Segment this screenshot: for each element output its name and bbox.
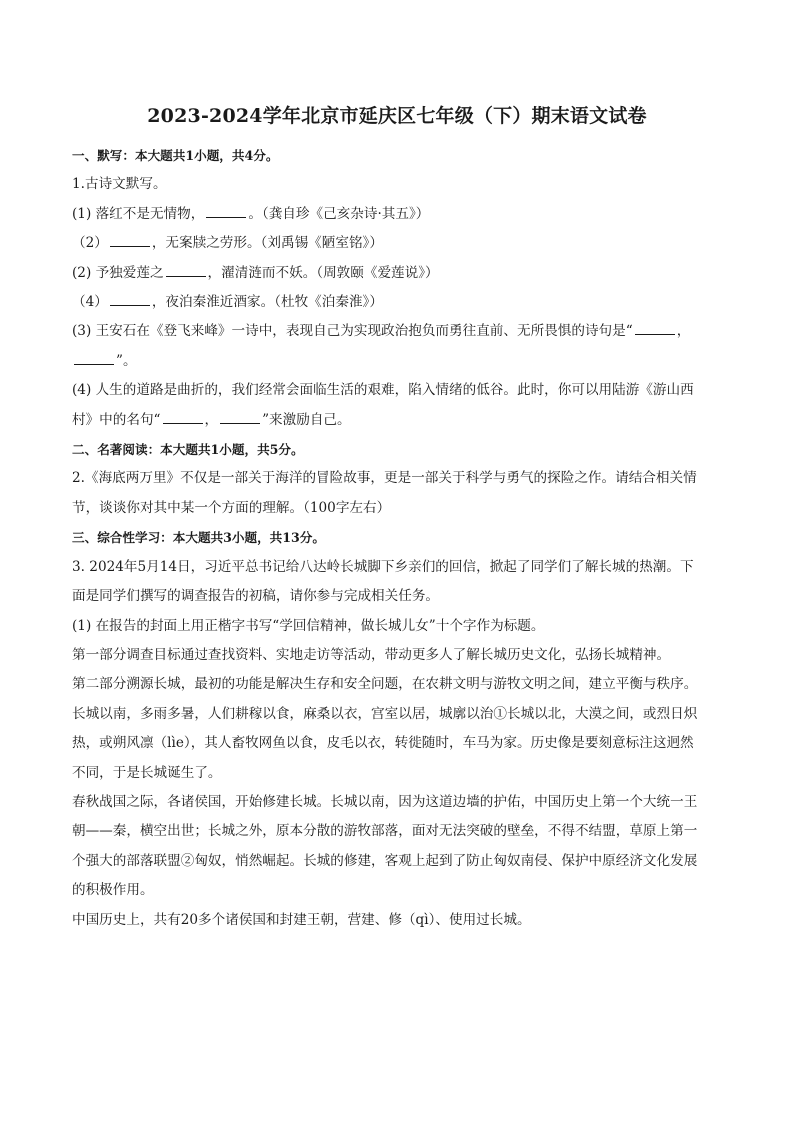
q3-line-4: 第一部分调查目标通过查找资料、实地走访等活动，带动更多人了解长城历史文化，弘扬长城精神。 [72, 646, 671, 663]
q3-line-3: (1) 在报告的封面上用正楷字书写“学回信精神，做长城儿女”十个字作为标题。 [72, 617, 545, 634]
section-2-heading: 二、名著阅读：本大题共1小题，共5分。 [72, 442, 304, 458]
answer-blank[interactable] [163, 411, 203, 424]
q3-line-9: 春秋战国之际，各诸侯国，开始修建长城。长城以南，因为这道边墙的护佑，中国历史上第一个大统一王 [72, 793, 698, 810]
q1-line-5 [72, 317, 722, 346]
q1-line-4-b: ，夜泊秦淮近酒家。（杜牧《泊秦淮》） [151, 294, 383, 311]
answer-blank[interactable] [166, 264, 206, 277]
q3-line-11: 个强大的部落联盟②匈奴，悄然崛起。长城的修建，客观上起到了防止匈奴南侵、保护中原经济文化发展 [72, 852, 698, 869]
q3-line-5: 第二部分溯源长城，最初的功能是解决生存和安全问题，在农耕文明与游牧文明之间，建立平衡与秩序。 [72, 676, 698, 693]
q1-intro: 1.古诗文默写。 [72, 176, 167, 193]
answer-blank[interactable] [110, 293, 150, 306]
answer-blank[interactable] [635, 322, 675, 335]
q3-line-1: 3. 2024年5月14日，习近平总书记给八达岭长城脚下乡亲们的回信，掀起了同学们了解长城的热潮。下 [72, 558, 694, 575]
q1-line-8-a: 村》中的名句“ [72, 411, 161, 428]
q1-line-3 [72, 259, 722, 288]
q1-line-7: (4) 人生的道路是曲折的，我们经常会面临生活的艰难，陷入情绪的低谷。此时，你可以用陆游《游山西 [72, 382, 694, 399]
q1-line-8-b: ， [204, 411, 219, 428]
q1-line-1-a: (1) 落红不是无情物， [72, 205, 205, 222]
q1-line-6 [72, 347, 722, 376]
answer-blank[interactable] [110, 234, 150, 247]
q2-line-2: 节，谈谈你对其中某一个方面的理解。（100字左右） [72, 499, 391, 516]
q3-line-7: 热，或朔风凛（lìe），其人畜牧网鱼以食，皮毛以衣，转徙随时，车马为家。历史像是要刻意标注这迥然 [72, 735, 694, 752]
q3-line-2: 面是同学们撰写的调查报告的初稿，请你参与完成相关任务。 [72, 588, 440, 605]
q1-line-1 [72, 200, 722, 229]
q3-line-13: 中国历史上，共有20多个诸侯国和封建王朝，营建、修（qì）、使用过长城。 [72, 911, 531, 928]
q1-line-2-a: （2） [72, 235, 108, 252]
q1-line-8-c: ”来激励自己。 [262, 411, 351, 428]
q2-line-1: 2.《海底两万里》不仅是一部关于海洋的冒险故事，更是一部关于科学与勇气的探险之作。请结合相关情 [72, 470, 697, 487]
q1-line-1-b: 。（龚自珍《己亥杂诗·其五》） [248, 205, 430, 222]
q1-line-2-b: ，无案牍之劳形。（刘禹锡《陋室铭》） [151, 235, 383, 252]
q3-line-10: 朝——秦，横空出世；长城之外，原本分散的游牧部落，面对无法突破的壁垒，不得不结盟，草原上第一 [72, 823, 698, 840]
q1-line-5-a: (3) 王安石在《登飞来峰》一诗中，表现自己为实现政治抱负而勇往直前、无所畏惧的诗句是“ [72, 323, 633, 340]
q1-line-4 [72, 288, 722, 317]
q1-line-4-a: （4） [72, 294, 108, 311]
q1-line-5-b: ， [676, 323, 691, 340]
q1-line-3-b: ，濯清涟而不妖。（周敦颐《爱莲说》） [207, 264, 439, 281]
q3-line-12: 的积极作用。 [72, 882, 154, 899]
q1-line-2 [72, 229, 722, 258]
q1-line-6-b: ”。 [116, 352, 137, 369]
q3-line-6: 长城以南，多雨多暑，人们耕稼以食，麻桑以衣，宫室以居，城廓以治①长城以北，大漠之间，或烈日炽 [72, 705, 698, 722]
exam-title: 2023-2024学年北京市延庆区七年级（下）期末语文试卷 [147, 105, 647, 127]
section-1-heading: 一、默写：本大题共1小题，共4分。 [72, 148, 279, 163]
answer-blank[interactable] [206, 205, 246, 218]
q3-line-8: 不同，于是长城诞生了。 [72, 764, 222, 781]
q1-line-8 [72, 406, 722, 435]
q1-line-3-a: (2) 予独爱莲之 [72, 264, 164, 281]
answer-blank[interactable] [220, 411, 260, 424]
answer-blank[interactable] [74, 352, 114, 365]
section-3-heading: 三、综合性学习：本大题共3小题，共13分。 [72, 530, 325, 546]
